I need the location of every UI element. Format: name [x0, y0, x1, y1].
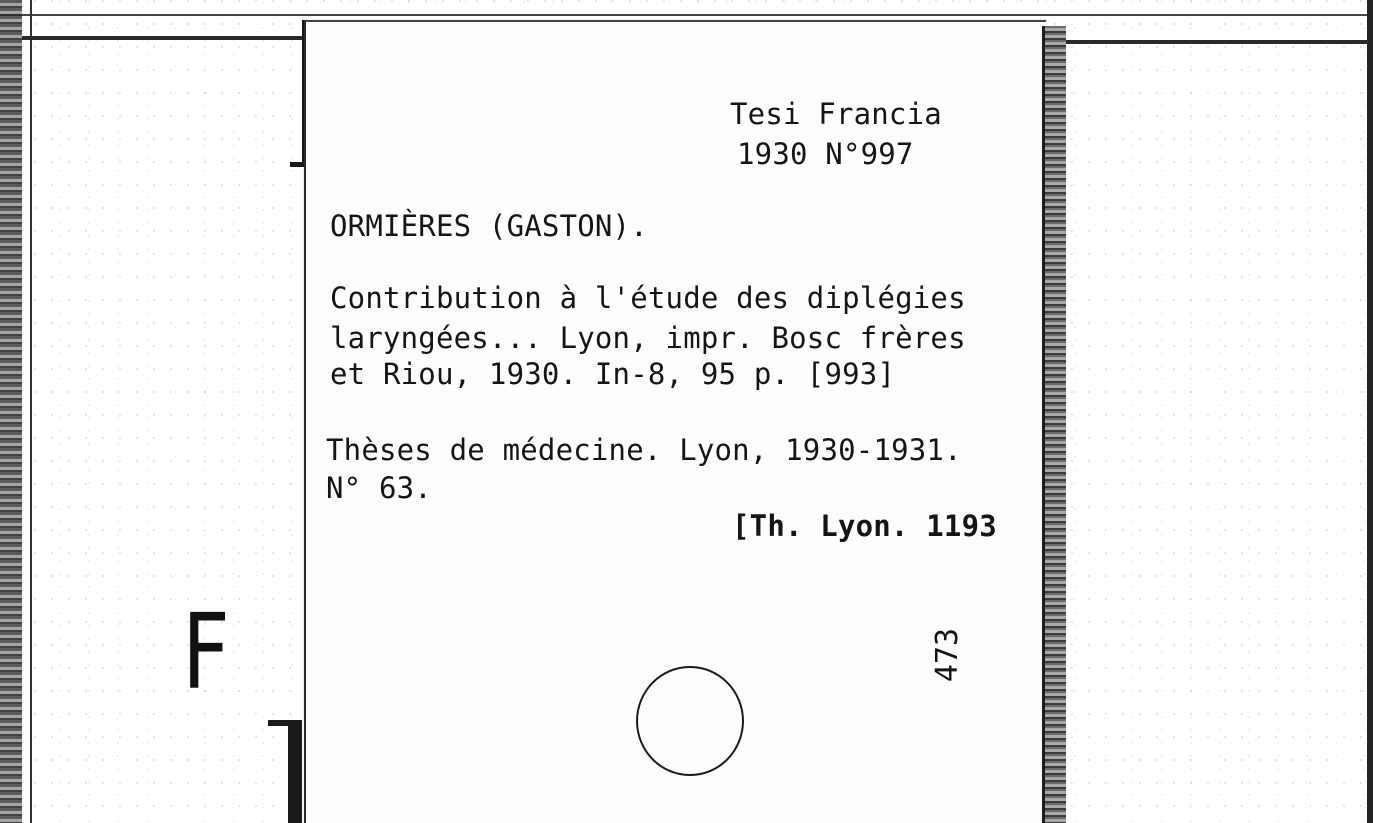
card-header-number: 1930 N°997 [737, 137, 914, 171]
card-shelfmark: [Th. Lyon. 1193 [732, 509, 997, 543]
top-rule-right [1066, 40, 1368, 44]
card-vertical-number: 473 [930, 627, 965, 683]
margin-bar [288, 722, 302, 823]
card-header-collection: Tesi Francia [730, 97, 942, 131]
punch-hole-icon [636, 666, 744, 776]
right-scan-edge [1367, 0, 1373, 823]
card-author: ORMIÈRES (GASTON). [330, 209, 648, 243]
margin-letter: F [182, 591, 230, 713]
top-rule-left [22, 36, 306, 40]
card-note-line-2: N° 63. [326, 471, 432, 505]
card-right-border [1042, 26, 1045, 823]
left-scan-edge [0, 0, 22, 823]
card-title-line-1: Contribution à l'étude des diplégies [330, 281, 966, 315]
top-edge-line [0, 14, 1373, 16]
card-edge-shadow [1044, 26, 1066, 823]
left-border-line [30, 0, 32, 823]
card-title-line-2: laryngées... Lyon, impr. Bosc frères [330, 321, 966, 355]
card-note-line-1: Thèses de médecine. Lyon, 1930-1931. [326, 433, 962, 467]
card-title-line-3: et Riou, 1930. In-8, 95 p. [993] [330, 357, 896, 391]
